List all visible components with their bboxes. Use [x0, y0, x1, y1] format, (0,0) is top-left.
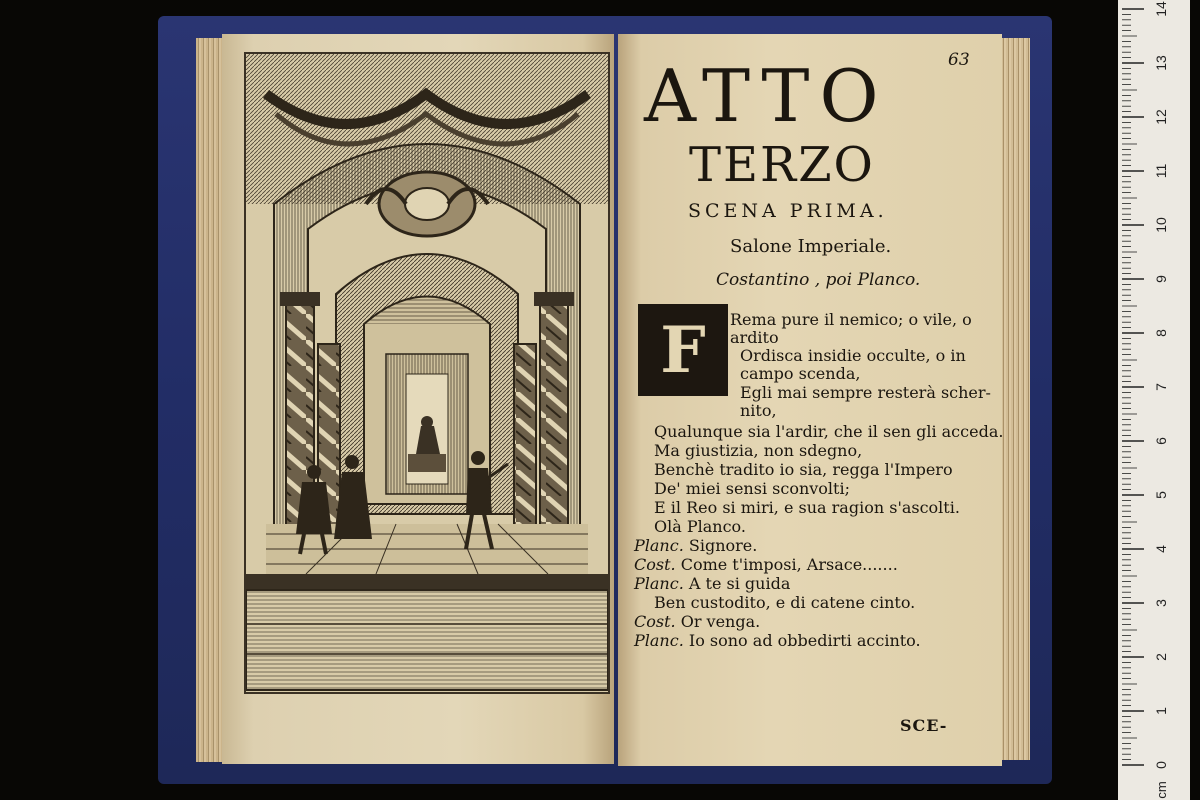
- catchword: SCE-: [900, 716, 948, 735]
- left-page-edges: [196, 38, 224, 762]
- verse-line: Ordisca insidie occulte, o in: [740, 346, 966, 365]
- verse-line: Ma giustizia, non sdegno,: [654, 441, 863, 460]
- scene-heading: SCENA PRIMA.: [688, 200, 888, 222]
- ruler-label: 14: [1153, 1, 1169, 17]
- decorated-initial: [638, 304, 728, 396]
- verse-line: Ben custodito, e di catene cinto.: [654, 593, 916, 612]
- ruler-unit-label: cm: [1154, 781, 1169, 799]
- verse-line: Qualunque sia l'ardir, che il sen gli acceda.: [654, 422, 1004, 441]
- ruler-label: 12: [1153, 109, 1169, 125]
- page-number: 63: [948, 50, 970, 70]
- ruler-label: 5: [1153, 491, 1169, 499]
- verse-line: Olà Planco.: [654, 517, 746, 536]
- ruler-label: 1: [1153, 707, 1169, 715]
- ruler-label: 13: [1153, 55, 1169, 71]
- ruler-label: 11: [1153, 163, 1169, 179]
- verse-line: ardito: [730, 328, 779, 347]
- engraving-illustration: [244, 52, 610, 694]
- verse-line: E il Reo si miri, e sua ragion s'ascolti.: [654, 498, 960, 517]
- verse-line: nito,: [740, 401, 777, 420]
- ruler-label: 4: [1153, 545, 1169, 553]
- ruler-label: 9: [1153, 275, 1169, 283]
- ruler-label: 3: [1153, 599, 1169, 607]
- scene-setting: Salone Imperiale.: [730, 236, 892, 257]
- verse-line: Planc. A te si guida: [634, 574, 791, 593]
- decorated-initial-letter: F: [660, 312, 706, 388]
- ruler-scale: [1118, 0, 1190, 800]
- measurement-ruler: [1118, 0, 1190, 800]
- verse-line: Cost. Or venga.: [634, 612, 761, 631]
- verse-line: Egli mai sempre resterà scher-: [740, 383, 991, 402]
- verse-line: Benchè tradito io sia, regga l'Impero: [654, 460, 953, 479]
- ruler-label: 8: [1153, 329, 1169, 337]
- verse-line: Planc. Signore.: [634, 536, 758, 555]
- act-subtitle: TERZO: [689, 137, 875, 193]
- verse-line: De' miei sensi sconvolti;: [654, 479, 850, 498]
- ruler-label: 7: [1153, 383, 1169, 391]
- ruler-label: 2: [1153, 653, 1169, 661]
- ruler-label: 10: [1153, 217, 1169, 233]
- engraving-drawing: [246, 54, 608, 692]
- verse-line: Planc. Io sono ad obbedirti accinto.: [634, 631, 921, 650]
- verse-line: campo scenda,: [740, 364, 861, 383]
- verse-line: Rema pure il nemico; o vile, o: [730, 310, 972, 329]
- verse-line: Cost. Come t'imposi, Arsace.......: [634, 555, 898, 574]
- ruler-label: 0: [1153, 761, 1169, 769]
- ruler-label: 6: [1153, 437, 1169, 445]
- act-title: ATTO: [644, 54, 889, 138]
- scene-characters: Costantino , poi Planco.: [716, 270, 921, 290]
